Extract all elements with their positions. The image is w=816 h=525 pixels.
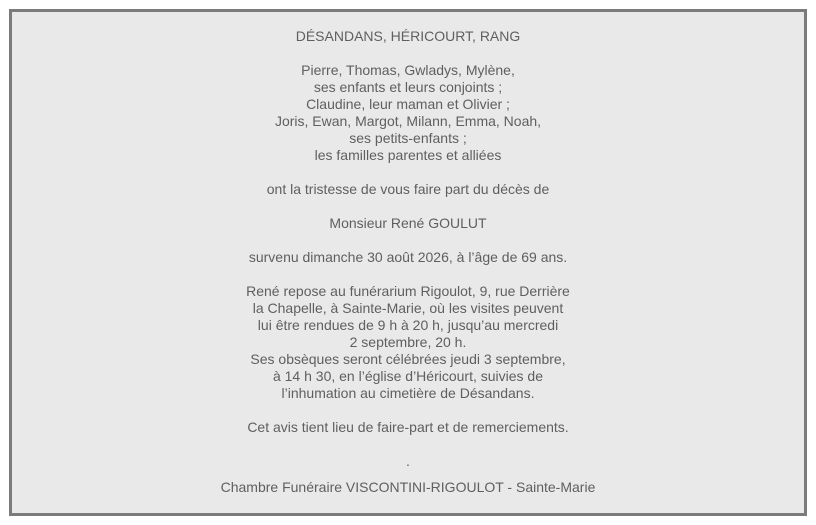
announcement-text: ont la tristesse de vous faire part du décès de <box>266 181 550 197</box>
family-line: ses enfants et leurs conjoints ; <box>313 79 503 95</box>
family-line: les familles parentes et alliées <box>314 147 502 163</box>
details-line: lui être rendues de 9 h à 20 h, jusqu’au mercredi <box>257 317 559 333</box>
family-line: Pierre, Thomas, Gwladys, Mylène, <box>301 62 515 78</box>
details-line: la Chapelle, à Sainte-Marie, où les visites peuvent <box>252 300 564 316</box>
family-list <box>12 62 804 164</box>
notice-heading: DÉSANDANS, HÉRICOURT, RANG <box>295 28 521 44</box>
family-line: Joris, Ewan, Margot, Milann, Emma, Noah, <box>274 113 542 129</box>
funeral-home-footer: Chambre Funéraire VISCONTINI-RIGOULOT - Sainte-Marie <box>220 479 596 495</box>
funeral-details <box>12 283 804 402</box>
separator-dot: . <box>406 453 410 469</box>
details-line: 2 septembre, 20 h. <box>349 334 467 350</box>
closing-text: Cet avis tient lieu de faire-part et de remerciements. <box>247 419 569 435</box>
obituary-notice-frame <box>9 9 807 516</box>
details-line: René repose au funérarium Rigoulot, 9, rue Derrière <box>246 283 570 299</box>
obituary-notice-body <box>12 28 804 496</box>
death-date-line: survenu dimanche 30 août 2026, à l’âge de 69 ans. <box>248 249 568 265</box>
details-line: Ses obsèques seront célébrées jeudi 3 septembre, <box>250 351 566 367</box>
deceased-name: Monsieur René GOULUT <box>329 215 487 231</box>
details-line: l’inhumation au cimetière de Désandans. <box>281 385 535 401</box>
family-line: ses petits-enfants ; <box>349 130 467 146</box>
family-line: Claudine, leur maman et Olivier ; <box>306 96 510 112</box>
details-line: à 14 h 30, en l’église d’Héricourt, suivies de <box>272 368 544 384</box>
